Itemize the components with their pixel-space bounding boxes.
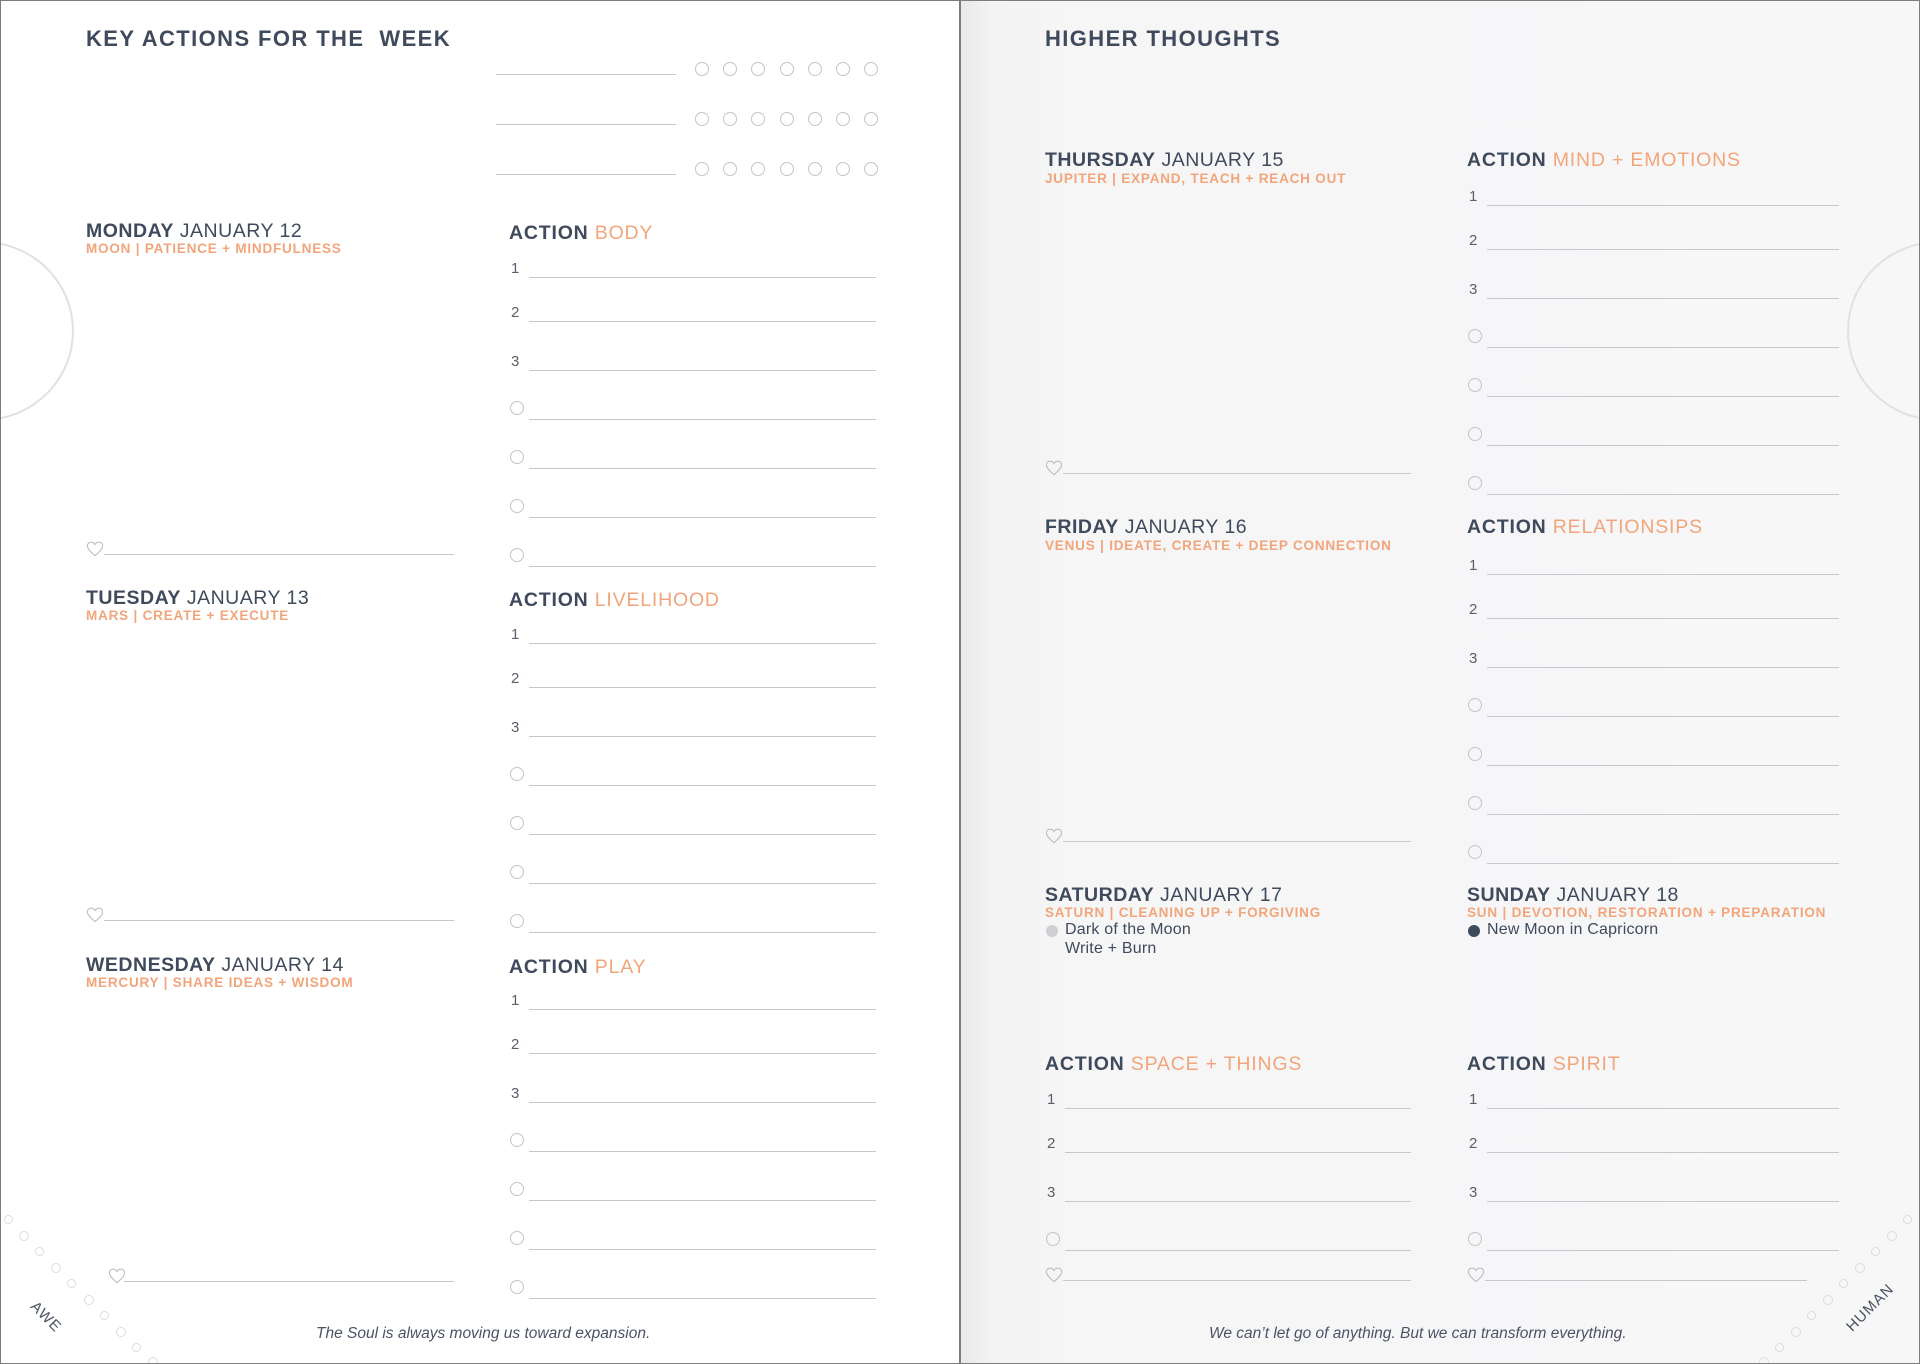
circle-checkbox-icon[interactable] [510,865,524,879]
decorative-dot [19,1231,29,1241]
day-theme: MARS | CREATE + EXECUTE [86,608,290,623]
entry-line[interactable] [529,883,876,884]
entry-line[interactable] [529,277,876,278]
day-date: JANUARY 17 [1160,884,1283,906]
habit-checkbox[interactable] [836,62,850,76]
list-number: 3 [1469,650,1478,667]
entry-line[interactable] [1487,716,1839,717]
entry-line[interactable] [529,1200,876,1201]
day-name: MONDAY [86,220,174,242]
circle-checkbox-icon[interactable] [1468,747,1482,761]
circle-checkbox-icon[interactable] [1468,427,1482,441]
moon-note: Write + Burn [1065,940,1157,957]
habit-checkbox[interactable] [751,162,765,176]
entry-line[interactable] [529,1009,876,1010]
entry-line[interactable] [529,1053,876,1054]
circle-checkbox-icon[interactable] [510,450,524,464]
habit-checkbox[interactable] [808,162,822,176]
entry-line[interactable] [1063,841,1411,842]
list-number: 2 [511,304,520,321]
decorative-dot [51,1263,61,1273]
circle-checkbox-icon[interactable] [510,1133,524,1147]
habit-checkbox[interactable] [864,162,878,176]
habit-checkbox[interactable] [723,62,737,76]
circle-checkbox-icon[interactable] [1468,476,1482,490]
entry-line[interactable] [124,1281,454,1282]
page-quote: The Soul is always moving us toward expansion. [316,1325,651,1342]
entry-line[interactable] [1487,814,1839,815]
list-number: 2 [1047,1135,1056,1152]
habit-checkbox[interactable] [780,112,794,126]
decorative-dot [1855,1263,1865,1273]
habit-checkbox[interactable] [864,112,878,126]
circle-checkbox-icon[interactable] [1046,1232,1060,1246]
list-number: 1 [511,260,520,277]
page-quote: We can’t let go of anything. But we can transform everything. [1209,1325,1627,1342]
heart-icon[interactable] [108,1268,128,1286]
habit-checkbox[interactable] [808,62,822,76]
dark-moon-dot [1046,925,1058,937]
entry-line[interactable] [1487,347,1839,348]
list-number: 3 [511,719,520,736]
page-title: KEY ACTIONS FOR THE WEEK [86,26,452,51]
habit-checkbox[interactable] [780,62,794,76]
moon-note: Dark of the Moon [1065,921,1191,938]
day-name: THURSDAY [1045,149,1156,171]
decorative-dot [100,1311,109,1320]
circle-checkbox-icon[interactable] [1468,845,1482,859]
entry-line[interactable] [1487,667,1839,668]
entry-line[interactable] [1487,396,1839,397]
entry-line[interactable] [529,1102,876,1103]
list-number: 2 [1469,1135,1478,1152]
entry-line[interactable] [1487,249,1839,250]
list-number: 3 [1469,1184,1478,1201]
circle-checkbox-icon[interactable] [510,1182,524,1196]
list-number: 2 [511,1036,520,1053]
day-heading [1045,149,1284,172]
day-heading [86,954,344,977]
entry-line[interactable] [1065,1108,1411,1109]
day-heading [86,220,302,243]
entry-line[interactable] [1487,1250,1839,1251]
day-date: JANUARY 14 [221,954,344,976]
circle-checkbox-icon[interactable] [510,548,524,562]
entry-line[interactable] [1487,863,1839,864]
day-theme: SUN | DEVOTION, RESTORATION + PREPARATION [1467,905,1827,920]
entry-line[interactable] [1065,1152,1411,1153]
day-name: FRIDAY [1045,516,1119,538]
list-number: 2 [511,670,520,687]
habit-line[interactable] [496,74,676,75]
habit-line[interactable] [496,174,676,175]
habit-checkbox[interactable] [808,112,822,126]
decorative-dot [67,1279,76,1288]
list-number: 3 [511,353,520,370]
entry-line[interactable] [529,932,876,933]
entry-line[interactable] [529,321,876,322]
circle-checkbox-icon[interactable] [1468,329,1482,343]
entry-line[interactable] [1487,574,1839,575]
moon-note: New Moon in Capricorn [1487,921,1659,938]
action-heading: ACTION MIND + EMOTIONS [1467,149,1741,171]
entry-line[interactable] [529,687,876,688]
circle-checkbox-icon[interactable] [1468,378,1482,392]
day-name: TUESDAY [86,587,181,609]
heart-icon[interactable] [1045,460,1065,478]
entry-line[interactable] [1487,618,1839,619]
decorative-dot [1775,1343,1784,1352]
day-name: SUNDAY [1467,884,1551,906]
entry-line[interactable] [104,920,454,921]
action-heading: ACTION LIVELIHOOD [509,589,720,611]
list-number: 2 [1469,601,1478,618]
entry-line[interactable] [1065,1250,1411,1251]
entry-line[interactable] [529,643,876,644]
entry-line[interactable] [1063,473,1411,474]
decorative-dot [35,1247,44,1256]
entry-line[interactable] [529,419,876,420]
entry-line[interactable] [529,468,876,469]
list-number: 1 [1469,1091,1478,1108]
heart-icon[interactable] [1045,1267,1065,1285]
side-label: AWE [26,1298,65,1336]
list-number: 1 [1469,557,1478,574]
habit-checkbox[interactable] [836,112,850,126]
day-date: JANUARY 13 [186,587,310,609]
page-title: HIGHER THOUGHTS [1045,26,1282,51]
heart-icon[interactable] [86,907,106,925]
day-name: SATURDAY [1045,884,1155,906]
action-heading: ACTION PLAY [509,956,647,978]
side-label: HUMAN [1843,1280,1898,1336]
list-number: 1 [1469,188,1478,205]
day-theme: JUPITER | EXPAND, TEACH + REACH OUT [1045,171,1347,186]
decorative-dot [1823,1295,1833,1305]
decorative-dot [1791,1327,1801,1337]
list-number: 1 [511,626,520,643]
entry-line[interactable] [529,736,876,737]
circle-checkbox-icon[interactable] [510,816,524,830]
entry-line[interactable] [529,566,876,567]
list-number: 2 [1469,232,1478,249]
entry-line[interactable] [1487,765,1839,766]
action-heading: ACTION RELATIONSIPS [1467,516,1703,538]
day-heading [86,587,309,610]
entry-line[interactable] [1487,445,1839,446]
habit-checkbox[interactable] [723,162,737,176]
entry-line[interactable] [1487,1108,1839,1109]
entry-line[interactable] [529,517,876,518]
circle-checkbox-icon[interactable] [510,914,524,928]
new-moon-dot [1468,925,1480,937]
decorative-dot [1903,1215,1912,1224]
circle-checkbox-icon[interactable] [510,401,524,415]
page-tab-arc [0,241,74,421]
list-number: 3 [511,1085,520,1102]
action-heading: ACTION BODY [509,222,654,244]
entry-line[interactable] [1487,1201,1839,1202]
heart-icon[interactable] [1045,828,1065,846]
left-page [1,1,959,1363]
day-theme: MOON | PATIENCE + MINDFULNESS [86,241,342,256]
habit-checkbox[interactable] [695,62,709,76]
day-name: WEDNESDAY [86,954,216,976]
decorative-dot [1839,1279,1848,1288]
list-number: 1 [1047,1091,1056,1108]
habit-line[interactable] [496,124,676,125]
entry-line[interactable] [529,834,876,835]
circle-checkbox-icon[interactable] [510,767,524,781]
entry-line[interactable] [1487,205,1839,206]
habit-checkbox[interactable] [780,162,794,176]
decorative-dot [1871,1247,1880,1256]
habit-checkbox[interactable] [723,112,737,126]
circle-checkbox-icon[interactable] [1468,698,1482,712]
decorative-dot [116,1327,126,1337]
entry-line[interactable] [1063,1280,1411,1281]
habit-checkbox[interactable] [695,112,709,126]
habit-checkbox[interactable] [864,62,878,76]
day-date: JANUARY 18 [1556,884,1679,906]
day-date: JANUARY 16 [1124,516,1248,538]
entry-line[interactable] [1487,494,1839,495]
day-theme: MERCURY | SHARE IDEAS + WISDOM [86,975,354,990]
decorative-dot [148,1357,158,1364]
circle-checkbox-icon[interactable] [510,1231,524,1245]
decorative-dot [4,1215,13,1224]
day-theme: VENUS | IDEATE, CREATE + DEEP CONNECTION [1045,538,1392,553]
habit-checkbox[interactable] [751,62,765,76]
entry-line[interactable] [1487,1152,1839,1153]
circle-checkbox-icon[interactable] [510,499,524,513]
list-number: 3 [1047,1184,1056,1201]
right-page [959,1,1920,1363]
circle-checkbox-icon[interactable] [1468,796,1482,810]
day-heading [1045,516,1247,539]
habit-checkbox[interactable] [836,162,850,176]
heart-icon[interactable] [86,541,106,559]
day-theme: SATURN | CLEANING UP + FORGIVING [1045,905,1322,920]
list-number: 1 [511,992,520,1009]
decorative-dot [132,1343,141,1352]
decorative-dot [1887,1231,1897,1241]
habit-checkbox[interactable] [695,162,709,176]
entry-line[interactable] [1065,1201,1411,1202]
entry-line[interactable] [529,1151,876,1152]
habit-checkbox[interactable] [751,112,765,126]
heart-icon[interactable] [1467,1267,1487,1285]
day-heading [1045,884,1282,907]
action-heading: ACTION SPACE + THINGS [1045,1053,1303,1075]
entry-line[interactable] [1485,1280,1807,1281]
decorative-dot [84,1295,94,1305]
entry-line[interactable] [1487,298,1839,299]
circle-checkbox-icon[interactable] [510,1280,524,1294]
day-date: JANUARY 12 [179,220,303,242]
entry-line[interactable] [529,1298,876,1299]
day-date: JANUARY 15 [1161,149,1284,171]
entry-line[interactable] [529,785,876,786]
page-tab-arc [1847,241,1920,421]
entry-line[interactable] [529,1249,876,1250]
decorative-dot [1807,1311,1816,1320]
entry-line[interactable] [529,370,876,371]
list-number: 3 [1469,281,1478,298]
action-heading: ACTION SPIRIT [1467,1053,1621,1075]
entry-line[interactable] [104,554,454,555]
day-heading [1467,884,1679,907]
decorative-dot [1759,1357,1769,1364]
circle-checkbox-icon[interactable] [1468,1232,1482,1246]
